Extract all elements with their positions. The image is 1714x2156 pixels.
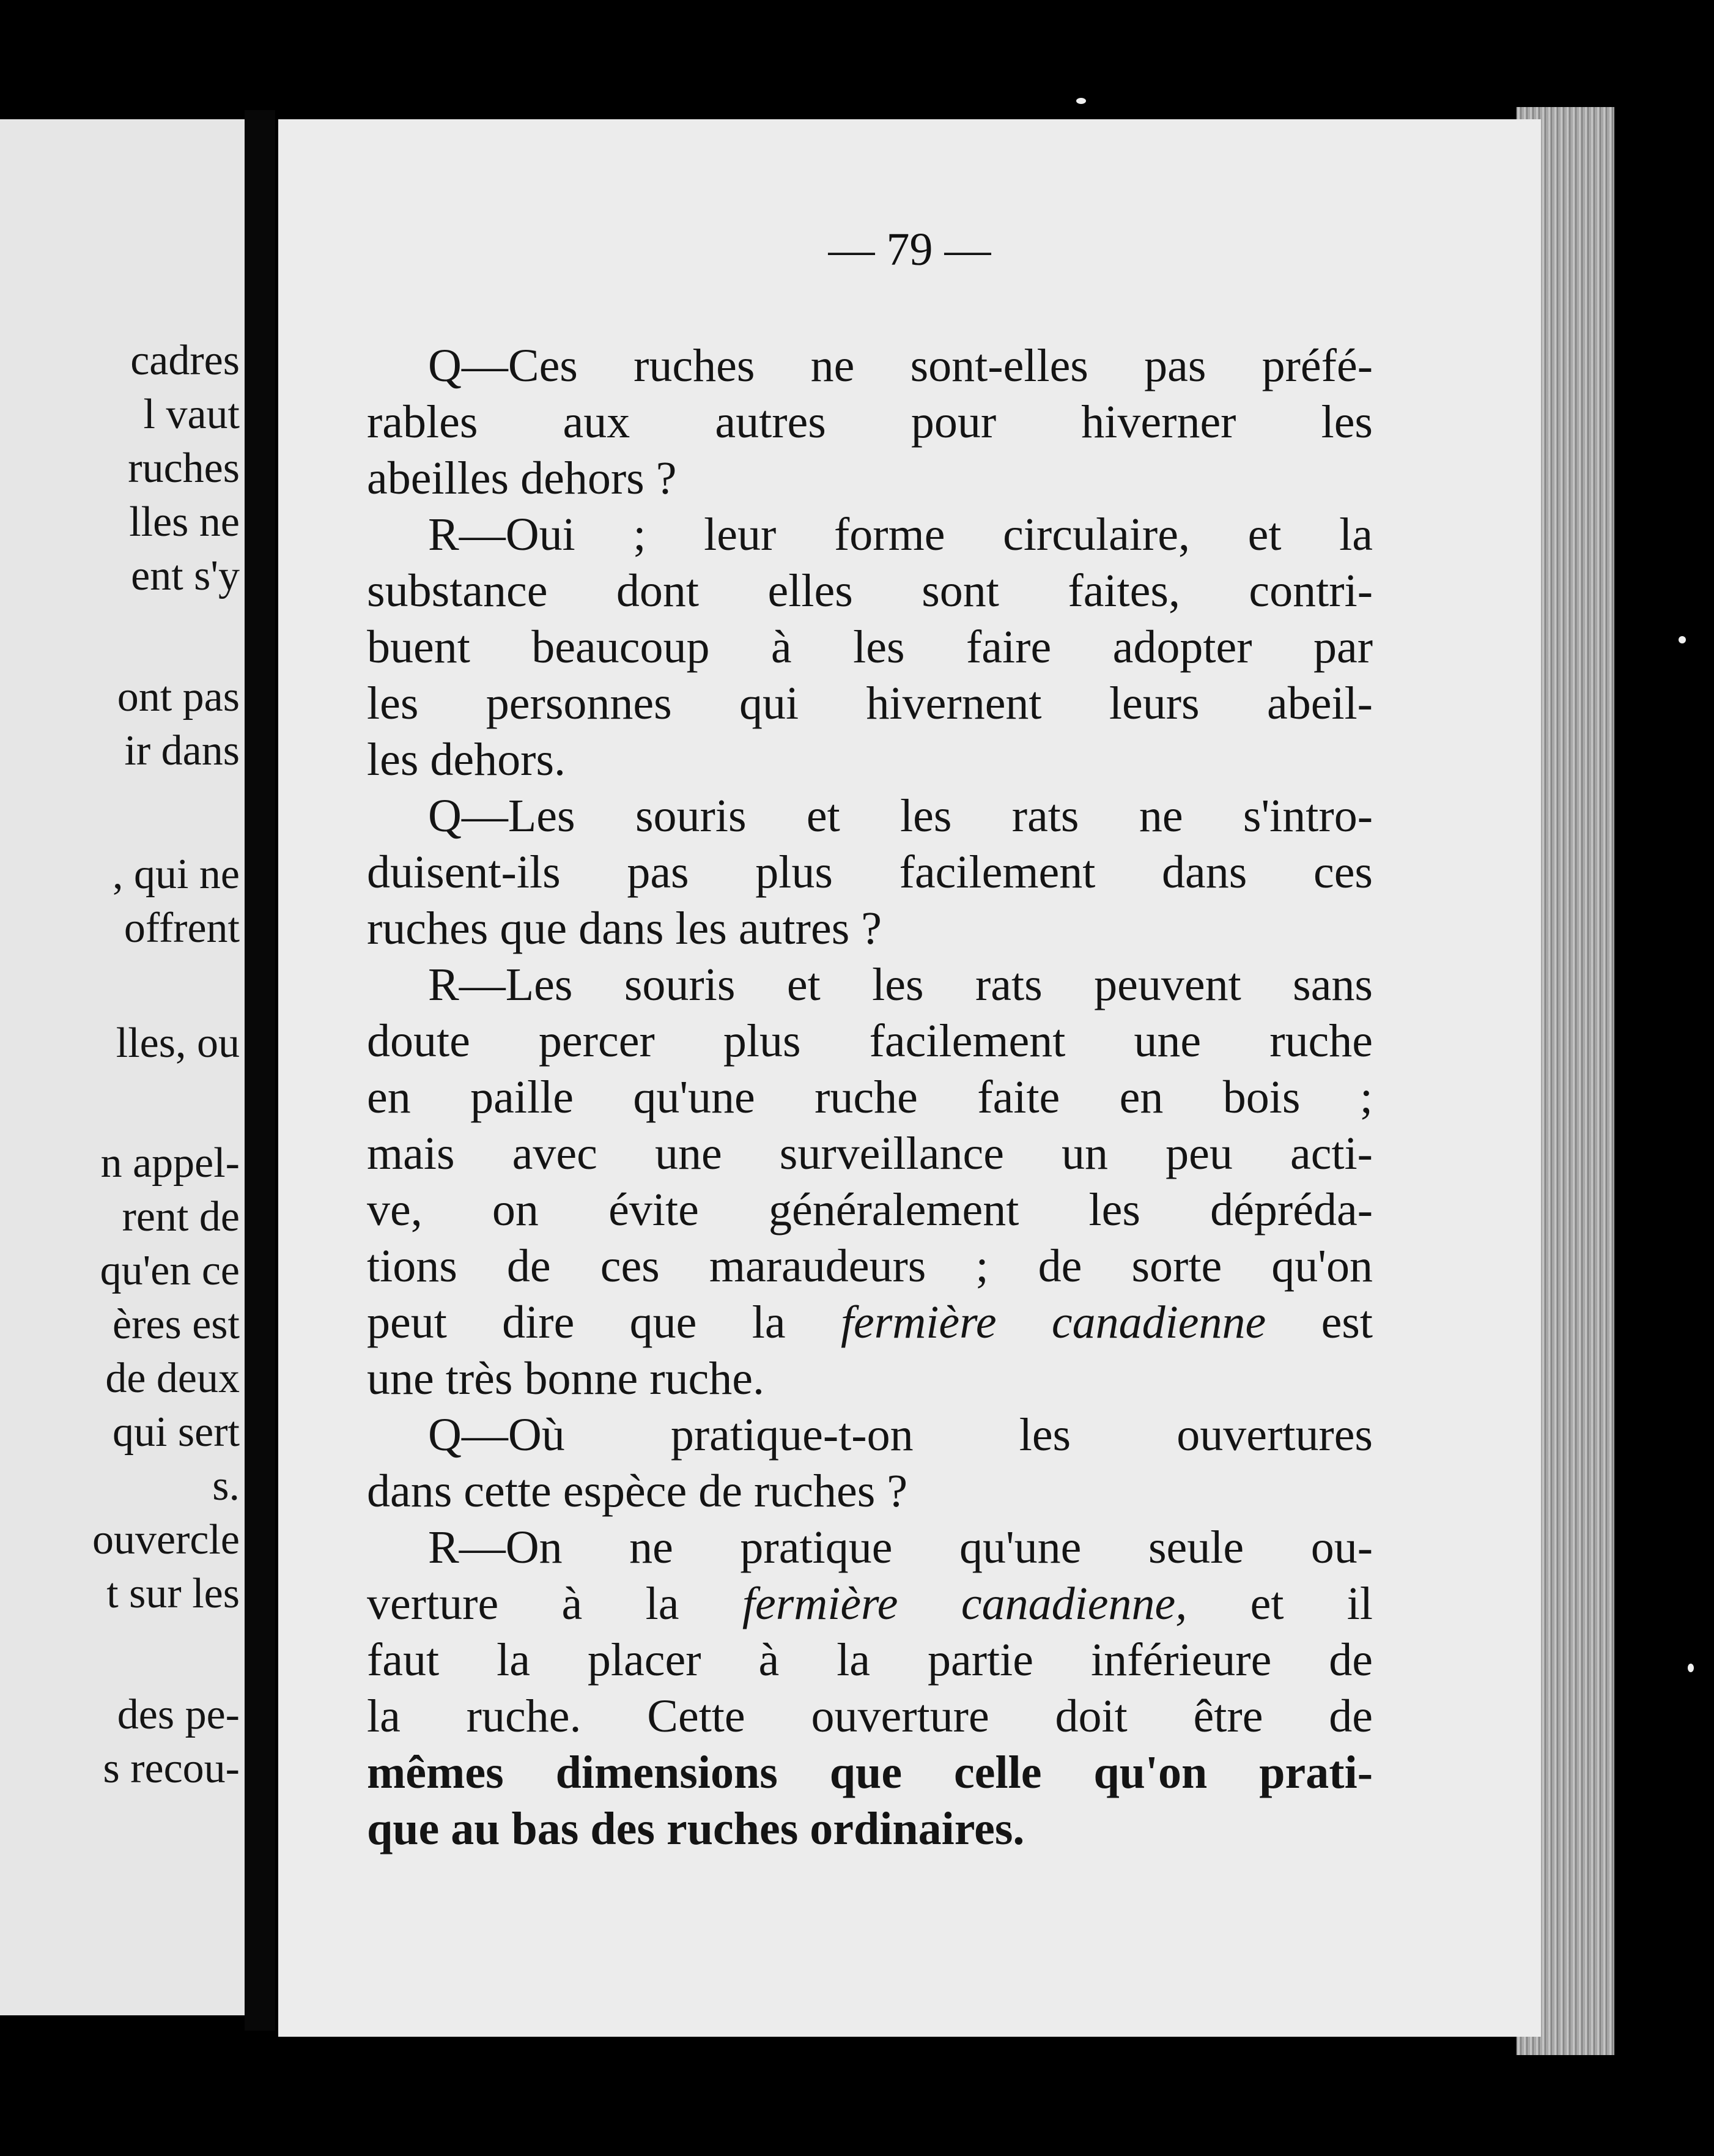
left-line: n appel- [100, 1139, 240, 1187]
left-line: ères est [113, 1301, 240, 1348]
left-page-fragment [0, 119, 245, 2015]
text-segment: et il [1250, 1578, 1373, 1629]
text-line: une très bonne ruche. [367, 1353, 764, 1404]
text-line: duisent-ils pas plus facilement dans ces [367, 846, 1373, 898]
left-line: qu'en ce [100, 1247, 240, 1294]
left-line: t sur les [106, 1570, 240, 1617]
left-line: lles ne [129, 498, 240, 546]
left-line: ruches [128, 445, 240, 492]
left-line: ir dans [124, 727, 240, 774]
left-line: , qui ne [112, 851, 240, 898]
text-line: Q—Ces ruches ne sont-elles pas préfé- [428, 340, 1373, 391]
text-segment: peut dire que la [367, 1297, 786, 1348]
left-line: s. [212, 1462, 240, 1510]
text-line: rables aux autres pour hiverner les [367, 396, 1373, 448]
text-line: en paille qu'une ruche faite en bois ; [367, 1072, 1373, 1123]
left-line: qui sert [112, 1409, 240, 1456]
text-line: les personnes qui hivernent leurs abeil- [367, 678, 1373, 729]
left-line: ont pas [117, 673, 240, 721]
text-line: Q—Où pratique-t-on les ouvertures [428, 1409, 1373, 1461]
text-line: abeilles dehors ? [367, 453, 677, 504]
text-line-italic [367, 1296, 1373, 1349]
italic-title: fermière canadienne, [742, 1578, 1188, 1629]
left-line: s recou- [103, 1745, 240, 1792]
text-line: R—Les souris et les rats peuvent sans [428, 959, 1373, 1010]
text-line: faut la placer à la partie inférieure de [367, 1634, 1373, 1686]
scan-speck [1679, 636, 1686, 643]
text-line: Q—Les souris et les rats ne s'intro- [428, 790, 1373, 842]
italic-title: fermière canadienne [840, 1297, 1266, 1348]
text-line: ve, on évite généralement les dépréda- [367, 1184, 1373, 1235]
text-line: substance dont elles sont faites, contri- [367, 565, 1373, 617]
left-line: ent s'y [131, 552, 240, 599]
text-line: dans cette espèce de ruches ? [367, 1465, 908, 1517]
text-line: la ruche. Cette ouverture doit être de [367, 1691, 1373, 1742]
page-number: — 79 — [828, 224, 991, 275]
text-line: buent beaucoup à les faire adopter par [367, 621, 1373, 673]
text-line-italic [367, 1577, 1373, 1631]
left-line: ouvercle [92, 1516, 240, 1563]
left-line: lles, ou [116, 1020, 240, 1067]
text-line: R—On ne pratique qu'une seule ou- [428, 1522, 1373, 1573]
text-line: que au bas des ruches ordinaires. [367, 1803, 1025, 1854]
text-line: les dehors. [367, 734, 566, 785]
text-line: mêmes dimensions que celle qu'on prati- [367, 1747, 1373, 1798]
text-line: tions de ces maraudeurs ; de sorte qu'on [367, 1240, 1373, 1292]
left-line: offrent [124, 905, 240, 952]
text-line: R—Oui ; leur forme circulaire, et la [428, 509, 1373, 560]
left-line: de deux [105, 1355, 240, 1402]
book-gutter [245, 110, 275, 2031]
text-line: doute percer plus facilement une ruche [367, 1015, 1373, 1067]
left-line: rent de [122, 1193, 240, 1240]
left-line: l vaut [143, 391, 240, 438]
left-line: des pe- [117, 1691, 240, 1738]
text-line: ruches que dans les autres ? [367, 903, 882, 954]
left-line: cadres [130, 337, 240, 384]
text-line: mais avec une surveillance un peu acti- [367, 1128, 1373, 1179]
text-segment: est [1321, 1297, 1373, 1348]
scan-speck [1076, 98, 1086, 104]
text-segment: verture à la [367, 1578, 679, 1629]
scan-speck [1688, 1664, 1694, 1672]
right-page [278, 119, 1541, 2037]
